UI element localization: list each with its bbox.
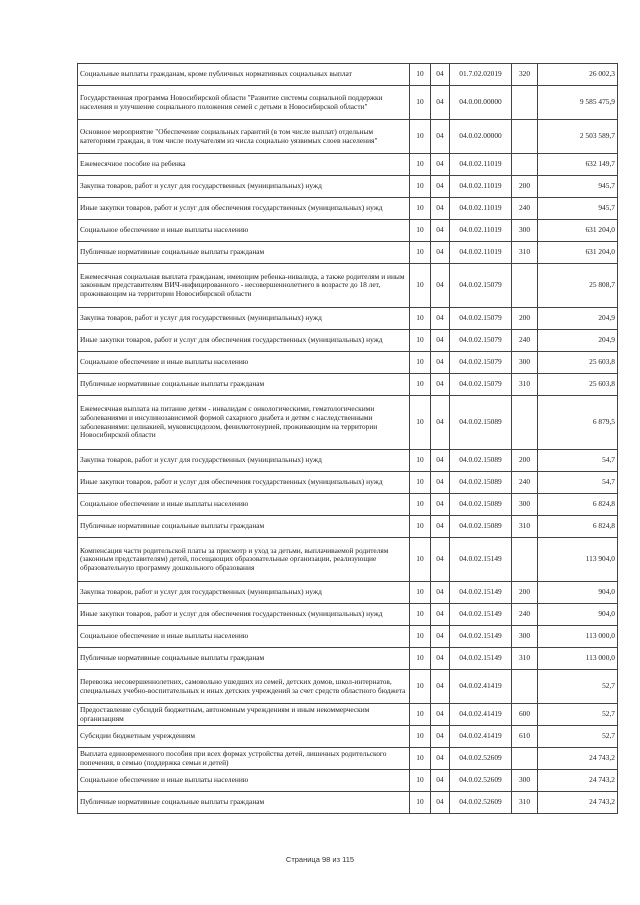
row-target-code-cell: 04.0.02.15079 [450,308,512,330]
row-expense-type-cell: 240 [512,472,538,494]
row-subsection-cell: 04 [431,154,450,176]
row-target-code-cell: 04.0.02.15079 [450,352,512,374]
row-target-code-cell: 04.0.00.00000 [450,86,512,120]
row-section-cell: 10 [410,308,431,330]
row-expense-type-cell [512,670,538,704]
row-subsection-cell: 04 [431,450,450,472]
row-name-cell: Иные закупки товаров, работ и услуг для обеспечения государственных (муниципальных) нужд [78,472,410,494]
row-name-cell: Публичные нормативные социальные выплаты гражданам [78,242,410,264]
row-subsection-cell: 04 [431,396,450,450]
budget-table-body [78,64,618,814]
row-expense-type-cell: 320 [512,64,538,86]
row-subsection-cell: 04 [431,604,450,626]
row-expense-type-cell [512,396,538,450]
row-expense-type-cell [512,120,538,154]
row-subsection-cell: 04 [431,748,450,770]
row-target-code-cell: 04.0.02.15089 [450,494,512,516]
row-name-cell: Компенсация части родительской платы за присмотр и уход за детьми, выплачиваемой родителям (законным представителям) детей, посещающих образовательные организации, реализующие образовательную программу дошкольного образования [78,538,410,582]
row-amount-cell: 204,9 [538,308,618,330]
row-amount-cell: 113 000,0 [538,648,618,670]
table-row [78,308,618,330]
row-name-cell: Иные закупки товаров, работ и услуг для обеспечения государственных (муниципальных) нужд [78,604,410,626]
table-row [78,242,618,264]
row-target-code-cell: 04.0.02.15149 [450,604,512,626]
row-amount-cell: 904,0 [538,604,618,626]
row-name-cell: Предоставление субсидий бюджетным, автономным учреждениям и иным некоммерческим организациям [78,704,410,726]
table-row [78,516,618,538]
row-section-cell: 10 [410,538,431,582]
row-target-code-cell: 04.0.02.52609 [450,770,512,792]
table-row [78,472,618,494]
table-row [78,626,618,648]
row-target-code-cell: 04.0.02.11019 [450,198,512,220]
table-row [78,748,618,770]
row-subsection-cell: 04 [431,308,450,330]
table-row [78,726,618,748]
row-target-code-cell: 04.0.02.15149 [450,626,512,648]
row-target-code-cell: 04.0.02.15089 [450,472,512,494]
table-row [78,374,618,396]
row-section-cell: 10 [410,648,431,670]
row-target-code-cell: 04.0.02.15149 [450,538,512,582]
table-row [78,352,618,374]
row-subsection-cell: 04 [431,330,450,352]
row-target-code-cell: 04.0.02.41419 [450,670,512,704]
row-expense-type-cell: 200 [512,450,538,472]
row-amount-cell: 6 824,8 [538,516,618,538]
row-section-cell: 10 [410,176,431,198]
row-target-code-cell: 04.0.02.11019 [450,154,512,176]
row-section-cell: 10 [410,352,431,374]
row-section-cell: 10 [410,604,431,626]
row-name-cell: Перевозка несовершеннолетних, самовольно ушедших из семей, детских домов, школ-интернатов, специальных учебно-воспитательных и иных детских учреждений за счет средств областного бюджета [78,670,410,704]
row-section-cell: 10 [410,242,431,264]
row-amount-cell: 113 904,0 [538,538,618,582]
row-name-cell: Закупка товаров, работ и услуг для государственных (муниципальных) нужд [78,450,410,472]
table-row [78,220,618,242]
row-name-cell: Публичные нормативные социальные выплаты гражданам [78,374,410,396]
row-expense-type-cell: 200 [512,582,538,604]
row-amount-cell: 9 585 475,9 [538,86,618,120]
row-section-cell: 10 [410,626,431,648]
row-expense-type-cell [512,538,538,582]
row-section-cell: 10 [410,770,431,792]
row-subsection-cell: 04 [431,264,450,308]
row-name-cell: Социальное обеспечение и иные выплаты населению [78,770,410,792]
row-amount-cell: 24 743,2 [538,792,618,814]
table-row [78,494,618,516]
table-row [78,770,618,792]
row-name-cell: Публичные нормативные социальные выплаты гражданам [78,648,410,670]
table-row [78,176,618,198]
table-row [78,198,618,220]
row-name-cell: Субсидии бюджетным учреждениям [78,726,410,748]
row-name-cell: Основное мероприятие "Обеспечение социальных гарантий (в том числе выплат) отдельным категориям граждан, в том числе получателям из числа социально уязвимых слоев населения" [78,120,410,154]
row-name-cell: Социальное обеспечение и иные выплаты населению [78,220,410,242]
row-amount-cell: 52,7 [538,670,618,704]
row-expense-type-cell: 300 [512,352,538,374]
row-section-cell: 10 [410,374,431,396]
budget-table [77,63,618,814]
row-name-cell: Ежемесячное пособие на ребенка [78,154,410,176]
row-amount-cell: 6 824,8 [538,494,618,516]
table-row [78,582,618,604]
row-expense-type-cell: 240 [512,330,538,352]
row-name-cell: Социальное обеспечение и иные выплаты населению [78,626,410,648]
row-expense-type-cell: 240 [512,198,538,220]
row-amount-cell: 25 603,8 [538,374,618,396]
row-expense-type-cell: 300 [512,220,538,242]
row-subsection-cell: 04 [431,472,450,494]
row-target-code-cell: 04.0.02.15149 [450,582,512,604]
row-section-cell: 10 [410,330,431,352]
row-name-cell: Ежемесячная социальная выплата гражданам, имеющим ребенка-инвалида, а также родителям и иным законным представителям ВИЧ-инфицированного - несовершеннолетнего в возрасте до 18 лет, проживающим на территории Новосибирской области [78,264,410,308]
row-expense-type-cell: 310 [512,516,538,538]
row-expense-type-cell [512,154,538,176]
row-section-cell: 10 [410,396,431,450]
table-row [78,538,618,582]
row-section-cell: 10 [410,726,431,748]
row-target-code-cell: 04.0.02.11019 [450,242,512,264]
row-target-code-cell: 04.0.02.15089 [450,516,512,538]
table-row [78,264,618,308]
row-target-code-cell: 04.0.02.11019 [450,220,512,242]
row-target-code-cell: 04.0.02.15149 [450,648,512,670]
row-name-cell: Ежемесячная выплата на питание детям - инвалидам с онкологическими, гематологическими заболеваниями и инсулинозависимой формой сахарного диабета и детям с наследственными заболеваниями: целиакией, муковисцидозом, фенилкетонурией, проживающим на территории Новосибирской области [78,396,410,450]
row-expense-type-cell: 310 [512,374,538,396]
row-section-cell: 10 [410,198,431,220]
row-subsection-cell: 04 [431,538,450,582]
table-row [78,670,618,704]
row-name-cell: Закупка товаров, работ и услуг для государственных (муниципальных) нужд [78,308,410,330]
table-row [78,792,618,814]
row-name-cell: Закупка товаров, работ и услуг для государственных (муниципальных) нужд [78,582,410,604]
row-section-cell: 10 [410,120,431,154]
row-amount-cell: 945,7 [538,198,618,220]
row-expense-type-cell: 310 [512,792,538,814]
table-row [78,120,618,154]
row-amount-cell: 6 879,5 [538,396,618,450]
row-expense-type-cell: 300 [512,770,538,792]
row-name-cell: Государственная программа Новосибирской области "Развитие системы социальной поддержки населения и улучшение социального положения семей с детьми в Новосибирской области" [78,86,410,120]
row-subsection-cell: 04 [431,670,450,704]
row-target-code-cell: 01.7.02.02019 [450,64,512,86]
row-section-cell: 10 [410,670,431,704]
row-amount-cell: 631 204,0 [538,242,618,264]
table-row [78,604,618,626]
row-section-cell: 10 [410,220,431,242]
row-subsection-cell: 04 [431,374,450,396]
row-target-code-cell: 04.0.02.00000 [450,120,512,154]
row-subsection-cell: 04 [431,176,450,198]
row-amount-cell: 25 808,7 [538,264,618,308]
row-section-cell: 10 [410,264,431,308]
row-amount-cell: 54,7 [538,450,618,472]
row-amount-cell: 26 002,3 [538,64,618,86]
row-amount-cell: 52,7 [538,704,618,726]
row-section-cell: 10 [410,516,431,538]
row-expense-type-cell: 310 [512,648,538,670]
table-row [78,704,618,726]
row-expense-type-cell [512,748,538,770]
row-subsection-cell: 04 [431,626,450,648]
row-subsection-cell: 04 [431,242,450,264]
row-name-cell: Публичные нормативные социальные выплаты гражданам [78,792,410,814]
row-target-code-cell: 04.0.02.52609 [450,792,512,814]
row-subsection-cell: 04 [431,792,450,814]
row-subsection-cell: 04 [431,770,450,792]
row-name-cell: Иные закупки товаров, работ и услуг для обеспечения государственных (муниципальных) нужд [78,330,410,352]
row-amount-cell: 52,7 [538,726,618,748]
row-target-code-cell: 04.0.02.15089 [450,396,512,450]
table-row [78,154,618,176]
table-row [78,450,618,472]
page-number: Страница 98 из 115 [285,855,355,864]
table-row [78,396,618,450]
row-amount-cell: 945,7 [538,176,618,198]
row-amount-cell: 632 149,7 [538,154,618,176]
row-section-cell: 10 [410,792,431,814]
row-subsection-cell: 04 [431,582,450,604]
row-name-cell: Социальное обеспечение и иные выплаты населению [78,352,410,374]
row-subsection-cell: 04 [431,494,450,516]
row-subsection-cell: 04 [431,86,450,120]
row-target-code-cell: 04.0.02.15089 [450,450,512,472]
row-section-cell: 10 [410,154,431,176]
row-expense-type-cell [512,86,538,120]
row-amount-cell: 25 603,8 [538,352,618,374]
row-target-code-cell: 04.0.02.15079 [450,374,512,396]
row-target-code-cell: 04.0.02.11019 [450,176,512,198]
row-section-cell: 10 [410,472,431,494]
row-subsection-cell: 04 [431,198,450,220]
row-amount-cell: 24 743,2 [538,748,618,770]
row-section-cell: 10 [410,704,431,726]
row-expense-type-cell: 240 [512,604,538,626]
row-section-cell: 10 [410,494,431,516]
row-name-cell: Закупка товаров, работ и услуг для государственных (муниципальных) нужд [78,176,410,198]
page-footer [0,855,640,864]
table-row [78,648,618,670]
row-amount-cell: 204,9 [538,330,618,352]
row-amount-cell: 54,7 [538,472,618,494]
row-expense-type-cell: 600 [512,704,538,726]
row-section-cell: 10 [410,64,431,86]
row-expense-type-cell: 200 [512,176,538,198]
row-target-code-cell: 04.0.02.15079 [450,330,512,352]
row-section-cell: 10 [410,582,431,604]
row-subsection-cell: 04 [431,352,450,374]
row-target-code-cell: 04.0.02.41419 [450,726,512,748]
row-amount-cell: 2 503 589,7 [538,120,618,154]
row-subsection-cell: 04 [431,120,450,154]
row-name-cell: Иные закупки товаров, работ и услуг для обеспечения государственных (муниципальных) нужд [78,198,410,220]
row-amount-cell: 24 743,2 [538,770,618,792]
table-row [78,86,618,120]
row-expense-type-cell: 300 [512,626,538,648]
row-target-code-cell: 04.0.02.52609 [450,748,512,770]
row-expense-type-cell: 310 [512,242,538,264]
row-expense-type-cell: 200 [512,308,538,330]
row-section-cell: 10 [410,86,431,120]
row-target-code-cell: 04.0.02.41419 [450,704,512,726]
row-target-code-cell: 04.0.02.15079 [450,264,512,308]
table-row [78,64,618,86]
row-subsection-cell: 04 [431,220,450,242]
row-subsection-cell: 04 [431,648,450,670]
row-section-cell: 10 [410,450,431,472]
row-expense-type-cell [512,264,538,308]
row-section-cell: 10 [410,748,431,770]
row-name-cell: Социальное обеспечение и иные выплаты населению [78,494,410,516]
row-amount-cell: 631 204,0 [538,220,618,242]
row-expense-type-cell: 610 [512,726,538,748]
row-subsection-cell: 04 [431,726,450,748]
row-expense-type-cell: 300 [512,494,538,516]
row-amount-cell: 113 000,0 [538,626,618,648]
row-subsection-cell: 04 [431,516,450,538]
row-name-cell: Публичные нормативные социальные выплаты гражданам [78,516,410,538]
row-name-cell: Социальные выплаты гражданам, кроме публичных нормативных социальных выплат [78,64,410,86]
row-amount-cell: 904,0 [538,582,618,604]
table-row [78,330,618,352]
row-name-cell: Выплата единовременного пособия при всех формах устройства детей, лишенных родительского попечения, в семью (поддержка семьи и детей) [78,748,410,770]
row-subsection-cell: 04 [431,704,450,726]
row-subsection-cell: 04 [431,64,450,86]
